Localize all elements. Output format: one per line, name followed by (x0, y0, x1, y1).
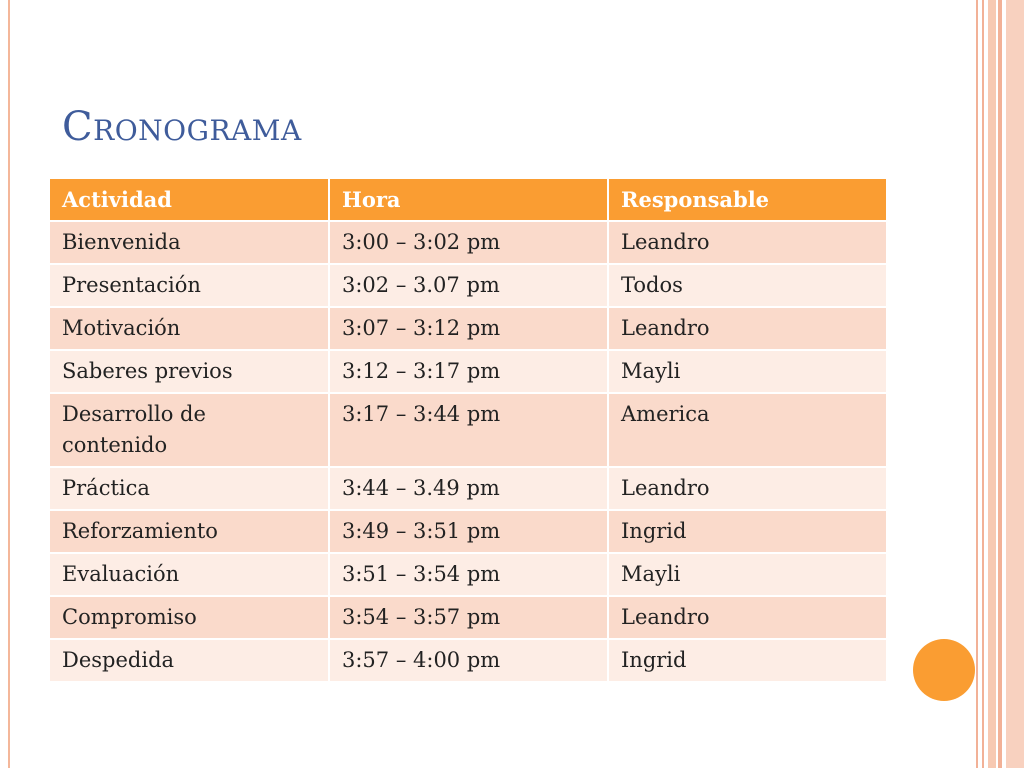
table-row (50, 510, 887, 553)
cell-hora: 3:49 – 3:51 pm (329, 510, 608, 553)
cell-hora: 3:12 – 3:17 pm (329, 350, 608, 393)
table-row (50, 221, 887, 264)
cell-hora: 3:51 – 3:54 pm (329, 553, 608, 596)
right-decorative-stripes (976, 0, 1024, 768)
table-row (50, 264, 887, 307)
cell-hora: 3:00 – 3:02 pm (329, 221, 608, 264)
stripe (998, 0, 1002, 768)
cell-responsable: Todos (608, 264, 887, 307)
stripe (988, 0, 996, 768)
cell-responsable: Ingrid (608, 510, 887, 553)
table-row (50, 307, 887, 350)
stripe (1006, 0, 1024, 768)
table-row (50, 467, 887, 510)
cell-actividad: Motivación (50, 307, 329, 350)
cell-responsable: Ingrid (608, 639, 887, 682)
cell-responsable: Leandro (608, 467, 887, 510)
schedule-table (50, 179, 888, 683)
cell-actividad: Saberes previos (50, 350, 329, 393)
cell-actividad: Presentación (50, 264, 329, 307)
cell-actividad: Compromiso (50, 596, 329, 639)
slide-title: Cronograma (62, 104, 302, 150)
table-header-row (50, 179, 887, 221)
header-responsable: Responsable (608, 179, 887, 221)
header-hora: Hora (329, 179, 608, 221)
stripe (976, 0, 978, 768)
table-row (50, 553, 887, 596)
stripe (982, 0, 984, 768)
cell-hora: 3:07 – 3:12 pm (329, 307, 608, 350)
cell-responsable: Mayli (608, 350, 887, 393)
orange-circle-decoration (913, 639, 975, 701)
table-row (50, 639, 887, 682)
cell-hora: 3:44 – 3.49 pm (329, 467, 608, 510)
left-border-line (8, 0, 10, 768)
header-actividad: Actividad (50, 179, 329, 221)
cell-actividad: Reforzamiento (50, 510, 329, 553)
cell-responsable: Leandro (608, 307, 887, 350)
cell-actividad: Práctica (50, 467, 329, 510)
cell-hora: 3:02 – 3.07 pm (329, 264, 608, 307)
cell-responsable: Leandro (608, 221, 887, 264)
cell-responsable: Mayli (608, 553, 887, 596)
cell-actividad: Desarrollo de contenido (50, 393, 329, 467)
cell-actividad: Evaluación (50, 553, 329, 596)
cell-hora: 3:54 – 3:57 pm (329, 596, 608, 639)
cell-responsable: Leandro (608, 596, 887, 639)
cell-actividad: Despedida (50, 639, 329, 682)
cell-hora: 3:57 – 4:00 pm (329, 639, 608, 682)
cell-hora: 3:17 – 3:44 pm (329, 393, 608, 467)
table-row (50, 393, 887, 467)
cell-actividad: Bienvenida (50, 221, 329, 264)
table-row (50, 596, 887, 639)
cell-responsable: America (608, 393, 887, 467)
table-row (50, 350, 887, 393)
